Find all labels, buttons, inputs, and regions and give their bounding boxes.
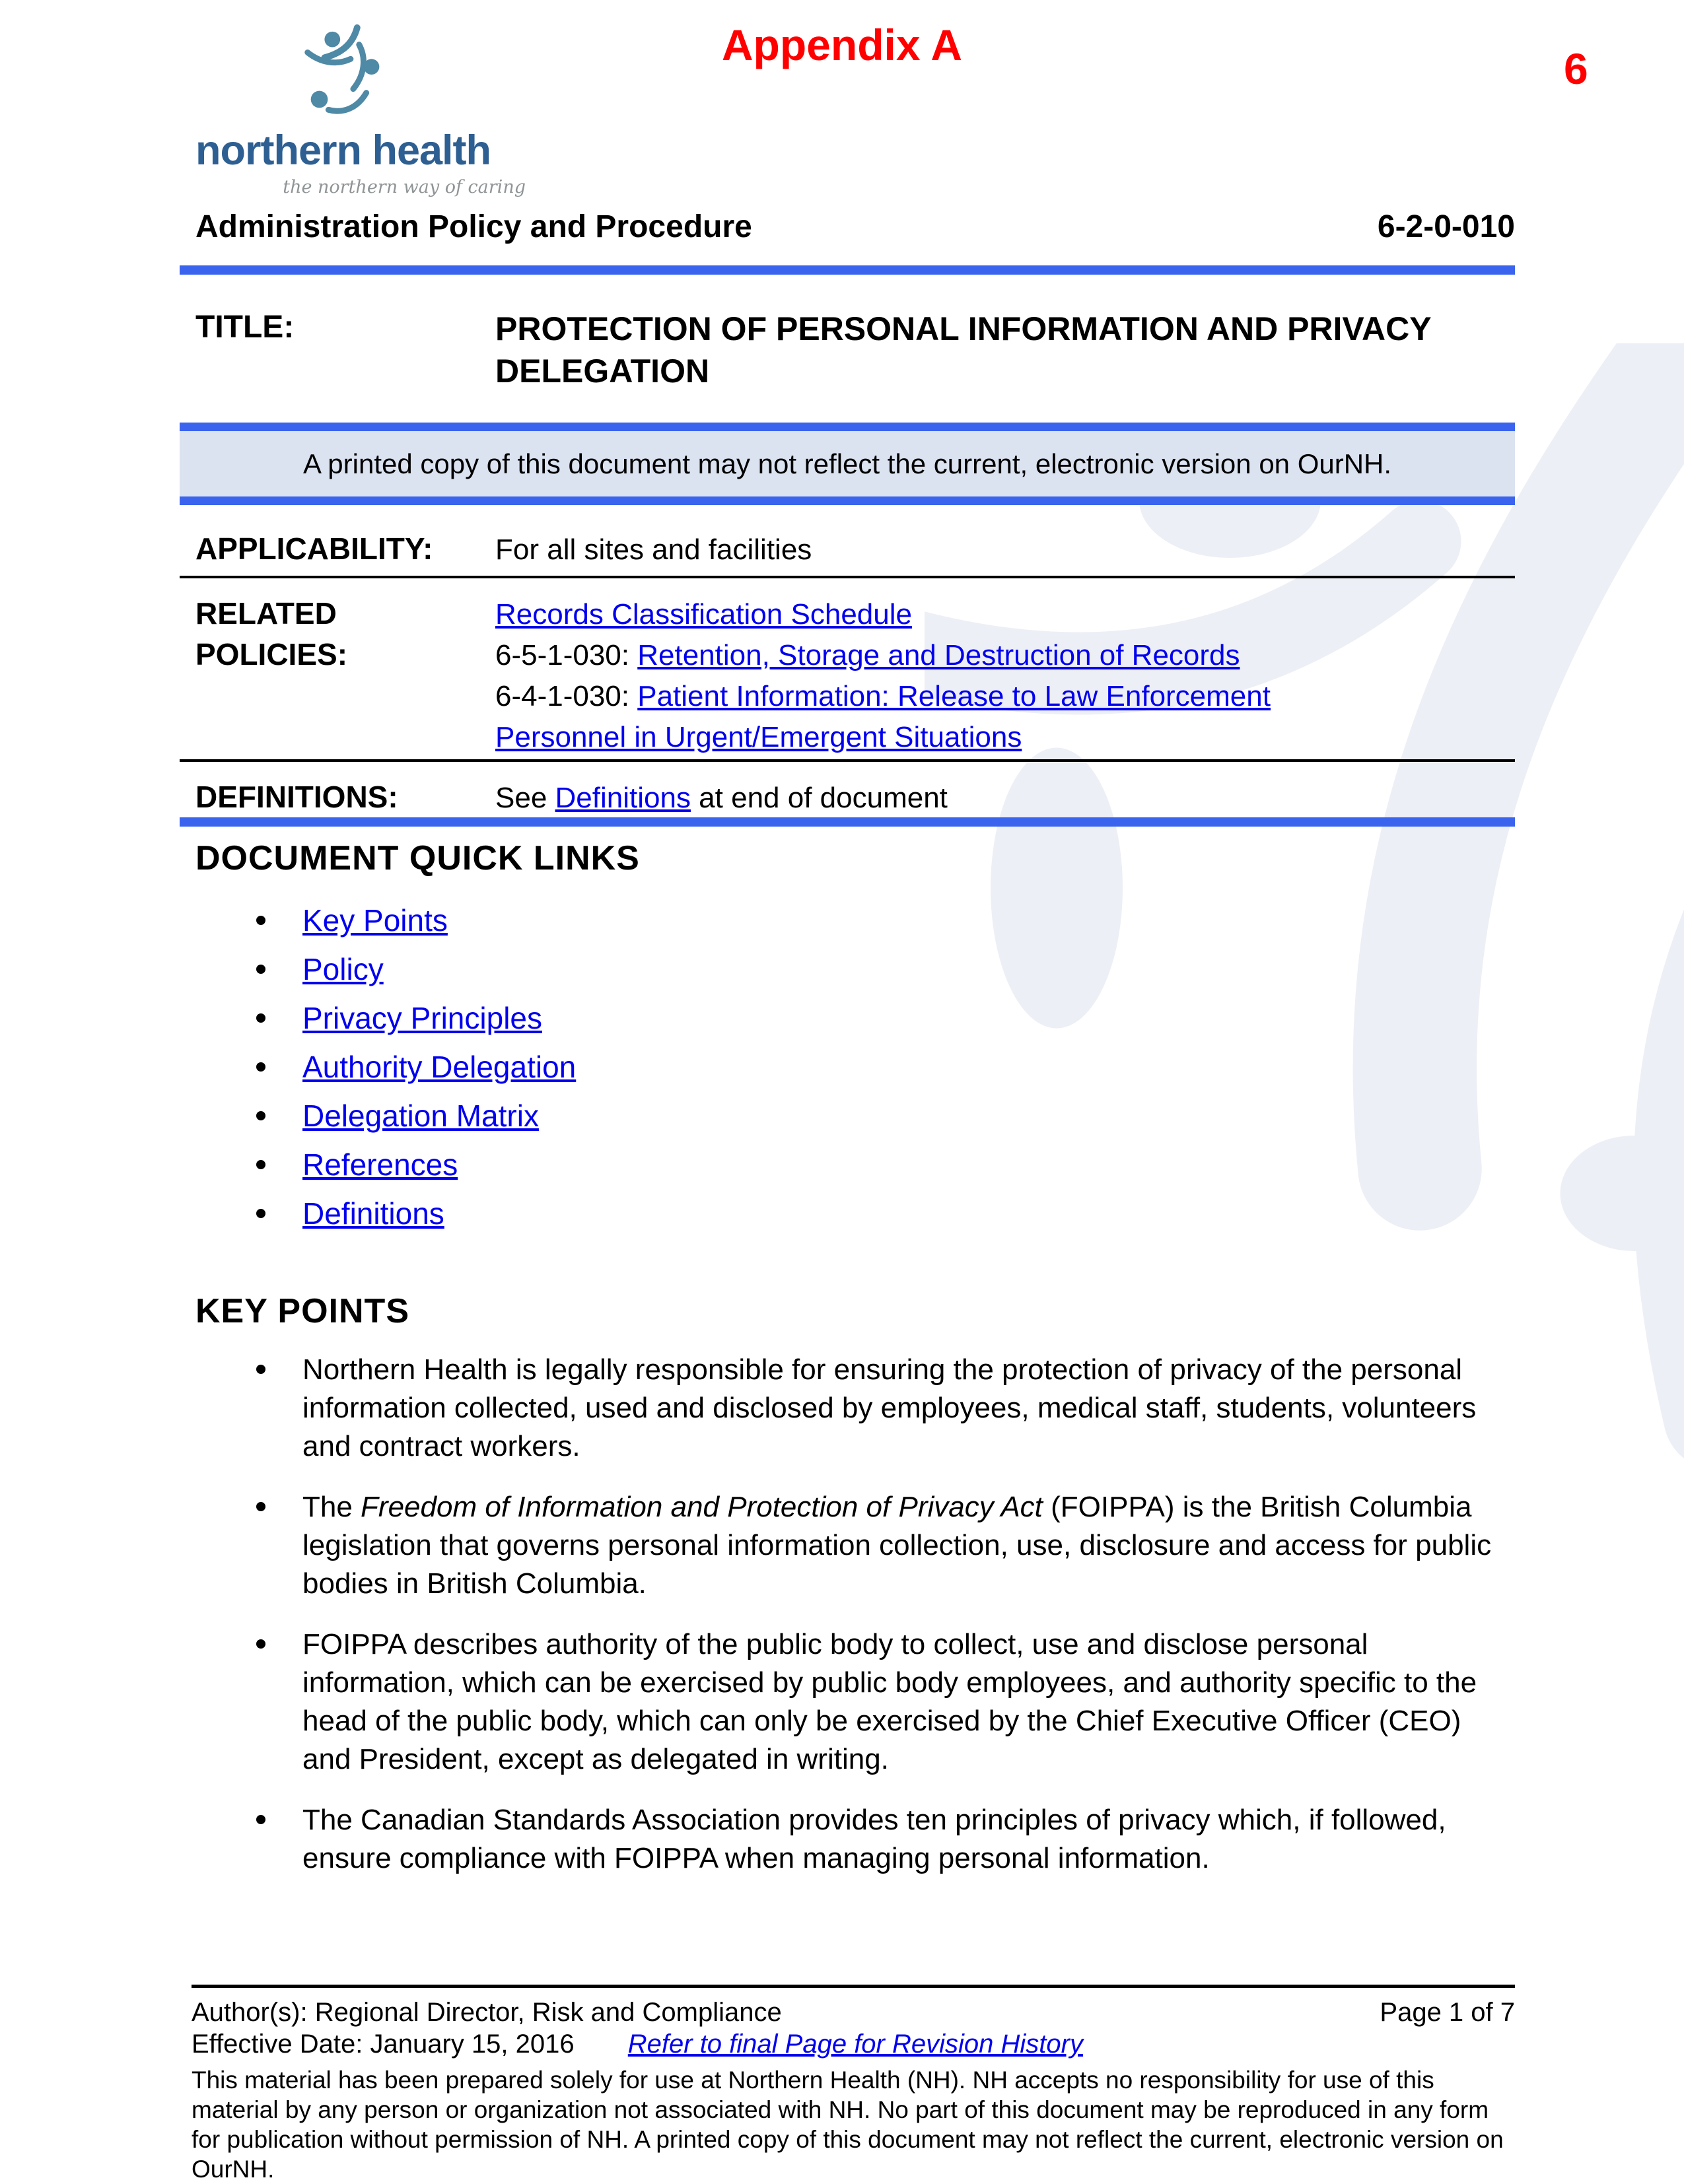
applicability-value: For all sites and facilities [495,529,812,570]
bullet-icon [256,916,265,925]
key-point-segment: (FOIPPA) is the British Columbia legislation that governs personal information collection, use, disclosure and access for public bodies in British Columbia. [302,1491,1491,1600]
retention-storage-destruction-link[interactable]: Retention, Storage and Destruction of Records [637,639,1240,671]
records-classification-schedule-link[interactable]: Records Classification Schedule [495,598,912,631]
bullet-icon [256,1062,265,1072]
footer-date-row [192,2030,1515,2059]
printed-copy-notice: A printed copy of this document may not reflect the current, electronic version on OurNH. [180,431,1515,496]
footer-divider-line [192,1985,1515,1988]
doc-type-row [195,209,1515,245]
list-item [256,1097,576,1134]
list-item [256,1000,576,1037]
list-item [256,1048,576,1085]
key-point-text: The Canadian Standards Association provides ten principles of privacy which, if followed, ensure compliance with FOIPPA when managing personal information. [302,1801,1518,1878]
quick-link-privacy-principles[interactable]: Privacy Principles [302,1000,542,1037]
bullet-icon [256,1502,265,1511]
patient-information-release-link[interactable]: Patient Information: Release to Law Enforcement Personnel in Urgent/Emergent Situations [495,680,1271,753]
quick-link-authority-delegation[interactable]: Authority Delegation [302,1048,576,1085]
definitions-pre-text: See [495,782,555,814]
org-name: northern health [195,127,491,174]
footer-authors: Author(s): Regional Director, Risk and Compliance [192,1998,782,2028]
definitions-label: DEFINITIONS: [195,776,398,817]
definitions-post-text: at end of document [691,782,948,814]
divider-line [180,576,1515,578]
footer-author-row [192,1998,1515,2028]
footer-effective-date: Effective Date: January 15, 2016 [192,2030,575,2059]
bullet-icon [256,1639,265,1649]
notice-top-bar [180,423,1515,431]
policy-number: 6-5-1-030: [495,639,637,671]
bullet-icon [256,1111,265,1120]
key-point-act-name: Freedom of Information and Protection of Privacy Act [361,1491,1043,1523]
notice-bottom-bar [180,496,1515,505]
definitions-value [495,778,948,819]
related-policy-row [495,594,1407,635]
quick-links-list [256,902,576,1244]
list-item [256,1625,1518,1779]
quick-link-references[interactable]: References [302,1146,458,1183]
footer-page-number: Page 1 of 7 [1380,1998,1515,2028]
divider-line [180,759,1515,762]
related-policy-row [495,635,1407,676]
org-tagline: the northern way of caring [195,177,526,197]
key-point-segment: The [302,1491,361,1523]
key-points-list [256,1351,1518,1900]
key-point-text: Northern Health is legally responsible for ensuring the protection of privacy of the personal information collected, used and disclosed by employees, medical staff, students, volunteers and contract workers. [302,1351,1518,1466]
footer-disclaimer: This material has been prepared solely for use at Northern Health (NH). NH accepts no responsibility for use of this material by any person or organization not associated with NH. No part of this document may be reproduced in any form for publication without permission of NH. A printed copy of this document may not reflect the current, electronic version on OurNH. [192,2065,1507,2184]
bullet-icon [256,1160,265,1169]
bullet-icon [256,1209,265,1218]
list-item [256,1801,1518,1878]
list-item [256,902,576,939]
key-point-text: FOIPPA describes authority of the public body to collect, use and disclose personal information, which can be exercised by public body employees, and authority specific to the head of the public body, which can only be exercised by the Chief Executive Officer (CEO) and President, except as delegated in writing. [302,1625,1518,1779]
doc-number: 6-2-0-010 [1378,209,1515,245]
key-point-text [302,1488,1518,1603]
bullet-icon [256,1815,265,1824]
bullet-icon [256,1013,265,1023]
related-policy-row [495,676,1407,758]
bullet-icon [256,1365,265,1374]
doc-type-title: Administration Policy and Procedure [195,209,752,245]
divider-blue-rule-bottom [180,817,1515,827]
divider-blue-rule-top [180,265,1515,275]
quick-links-heading: DOCUMENT QUICK LINKS [195,838,640,878]
applicability-label: APPLICABILITY: [195,528,433,569]
quick-link-delegation-matrix[interactable]: Delegation Matrix [302,1097,539,1134]
list-item [256,1195,576,1232]
page-corner-number: 6 [1564,44,1588,94]
revision-history-link[interactable]: Refer to final Page for Revision History [628,2030,1083,2059]
list-item [256,1146,576,1183]
quick-link-definitions[interactable]: Definitions [302,1195,444,1232]
title-label: TITLE: [195,309,294,345]
quick-link-key-points[interactable]: Key Points [302,902,448,939]
appendix-label: Appendix A [0,20,1684,70]
bullet-icon [256,965,265,974]
list-item [256,1351,1518,1466]
policy-number: 6-4-1-030: [495,680,637,712]
key-points-heading: KEY POINTS [195,1291,409,1331]
list-item [256,1488,1518,1603]
quick-link-policy[interactable]: Policy [302,951,384,988]
related-policies-value [495,594,1407,758]
definitions-link[interactable]: Definitions [555,782,691,814]
related-policies-label: RELATED POLICIES: [195,593,394,675]
list-item [256,951,576,988]
document-title: PROTECTION OF PERSONAL INFORMATION AND PRIVACY DELEGATION [495,308,1453,392]
